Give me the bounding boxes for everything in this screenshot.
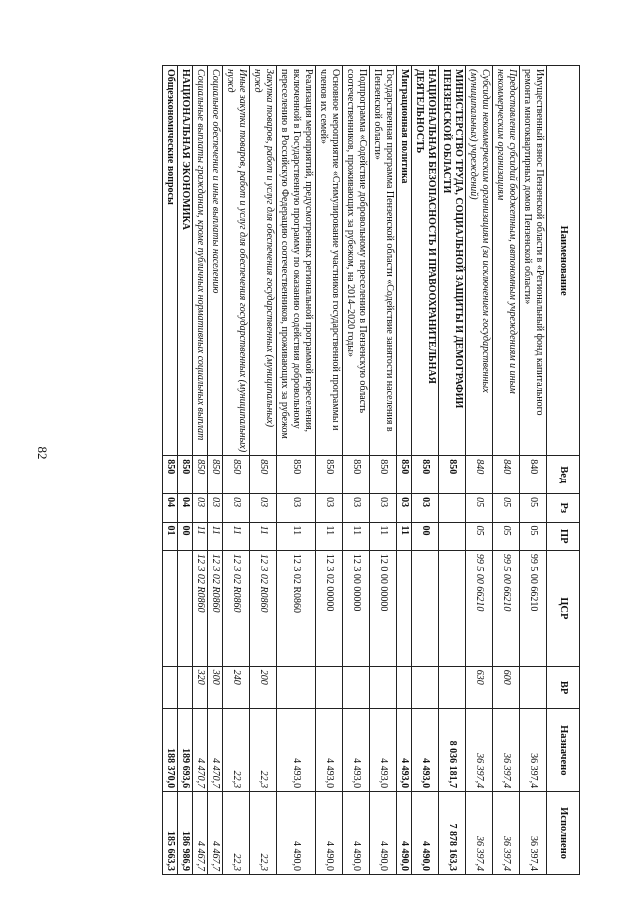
table-row — [163, 66, 178, 875]
csr-cell: 99 5 00 66210 — [520, 550, 547, 666]
table-row — [439, 66, 466, 875]
executed-cell: 186 986,9 — [178, 792, 193, 875]
executed-cell: 36 397,4 — [466, 792, 493, 875]
name-cell: Государственная программа Пензенской области «Содействие занятости населения в Пензенской области» — [370, 66, 397, 456]
ved-cell: 850 — [178, 456, 193, 494]
pr-cell: 11 — [343, 522, 370, 550]
vr-cell — [439, 666, 466, 709]
csr-cell: 12 3 02 R0860 — [277, 550, 316, 666]
csr-cell — [178, 550, 193, 666]
csr-cell — [163, 550, 178, 666]
csr-cell: 12 3 02 R0860 — [223, 550, 250, 666]
name-cell: Реализация мероприятий, предусмотренных региональной программой переселения, включенной в Государственную программу по оказанию содействия добровольному переселению в Российскую Федерацию соотечественников, проживающих за рубежом — [277, 66, 316, 456]
executed-cell: 4 490,0 — [316, 792, 343, 875]
pr-cell: 11 — [316, 522, 343, 550]
assigned-cell: 36 397,4 — [493, 709, 520, 792]
header-pr: ПР — [547, 522, 580, 550]
name-cell: МИНИСТЕРСТВО ТРУДА, СОЦИАЛЬНОЙ ЗАЩИТЫ И ДЕМОГРАФИИ ПЕНЗЕНСКОЙ ОБЛАСТИ — [439, 66, 466, 456]
csr-cell: 12 3 00 00000 — [343, 550, 370, 666]
name-cell: Социальное обеспечение и иные выплаты населению — [208, 66, 223, 456]
ved-cell: 850 — [208, 456, 223, 494]
vr-cell: 630 — [466, 666, 493, 709]
ved-cell: 850 — [277, 456, 316, 494]
ved-cell: 850 — [439, 456, 466, 494]
executed-cell: 185 663,3 — [163, 792, 178, 875]
ved-cell: 840 — [466, 456, 493, 494]
ved-cell: 850 — [223, 456, 250, 494]
pr-cell: 05 — [466, 522, 493, 550]
vr-cell: 240 — [223, 666, 250, 709]
ved-cell: 850 — [343, 456, 370, 494]
csr-cell: 12 0 00 00000 — [370, 550, 397, 666]
assigned-cell: 8 036 181,7 — [439, 709, 466, 792]
ved-cell: 850 — [397, 456, 412, 494]
name-cell: Общеэкономические вопросы — [163, 66, 178, 456]
header-rz: Рз — [547, 494, 580, 522]
name-cell: Закупка товаров, работ и услуг для обеспечения государственных (муниципальных) нужд — [250, 66, 277, 456]
table-row — [493, 66, 520, 875]
csr-cell: 99 5 00 66210 — [466, 550, 493, 666]
pr-cell: 11 — [250, 522, 277, 550]
executed-cell: 4 490,0 — [277, 792, 316, 875]
vr-cell: 320 — [193, 666, 208, 709]
header-name: Наименование — [547, 66, 580, 456]
assigned-cell: 4 493,0 — [316, 709, 343, 792]
rz-cell: 03 — [343, 494, 370, 522]
csr-cell: 12 3 02 00000 — [316, 550, 343, 666]
table-row — [277, 66, 316, 875]
ved-cell: 840 — [493, 456, 520, 494]
vr-cell — [397, 666, 412, 709]
assigned-cell: 4 493,0 — [397, 709, 412, 792]
assigned-cell: 22,3 — [250, 709, 277, 792]
ved-cell: 850 — [193, 456, 208, 494]
csr-cell: 99 5 00 66210 — [493, 550, 520, 666]
table-row — [208, 66, 223, 875]
vr-cell — [520, 666, 547, 709]
vr-cell — [277, 666, 316, 709]
executed-cell: 4 490,0 — [343, 792, 370, 875]
vr-cell — [316, 666, 343, 709]
rz-cell: 03 — [223, 494, 250, 522]
assigned-cell: 4 470,7 — [208, 709, 223, 792]
rz-cell: 03 — [208, 494, 223, 522]
budget-table — [162, 65, 580, 875]
csr-cell: 12 3 02 R0860 — [250, 550, 277, 666]
header-assigned: Назначено — [547, 709, 580, 792]
vr-cell: 200 — [250, 666, 277, 709]
table-row — [193, 66, 208, 875]
table-row — [223, 66, 250, 875]
vr-cell: 300 — [208, 666, 223, 709]
vr-cell — [163, 666, 178, 709]
page-number: 82 — [35, 446, 50, 460]
table-row — [343, 66, 370, 875]
assigned-cell: 4 493,0 — [343, 709, 370, 792]
header-ved: Вед — [547, 456, 580, 494]
rz-cell: 04 — [178, 494, 193, 522]
header-vr: ВР — [547, 666, 580, 709]
vr-cell: 600 — [493, 666, 520, 709]
csr-cell — [412, 550, 439, 666]
header-csr: ЦСР — [547, 550, 580, 666]
table-row — [520, 66, 547, 875]
executed-cell: 4 467,7 — [208, 792, 223, 875]
name-cell: Предоставление субсидий бюджетным, автономным учреждениям и иным некоммерческим организациям — [493, 66, 520, 456]
name-cell: Иные закупки товаров, работ и услуг для обеспечения государственных (муниципальных) нужд — [223, 66, 250, 456]
assigned-cell: 36 397,4 — [520, 709, 547, 792]
executed-cell: 7 878 163,3 — [439, 792, 466, 875]
rz-cell: 05 — [466, 494, 493, 522]
assigned-cell: 4 493,0 — [277, 709, 316, 792]
name-cell: Имущественный взнос Пензенской области в «Региональный фонд капитального ремонта многоквартирных домов Пензенской области» — [520, 66, 547, 456]
table-body — [163, 66, 547, 875]
pr-cell: 05 — [493, 522, 520, 550]
table-header-row — [547, 66, 580, 875]
csr-cell — [397, 550, 412, 666]
table-row — [466, 66, 493, 875]
table-row — [412, 66, 439, 875]
assigned-cell: 189 693,6 — [178, 709, 193, 792]
table-row — [250, 66, 277, 875]
executed-cell: 22,3 — [223, 792, 250, 875]
pr-cell: 11 — [370, 522, 397, 550]
executed-cell: 4 490,0 — [412, 792, 439, 875]
pr-cell: 05 — [520, 522, 547, 550]
assigned-cell: 22,3 — [223, 709, 250, 792]
csr-cell: 12 3 02 R0860 — [193, 550, 208, 666]
csr-cell: 12 3 02 R0860 — [208, 550, 223, 666]
rz-cell: 05 — [493, 494, 520, 522]
ved-cell: 850 — [316, 456, 343, 494]
rz-cell: 03 — [250, 494, 277, 522]
vr-cell — [178, 666, 193, 709]
ved-cell: 850 — [250, 456, 277, 494]
pr-cell: 11 — [223, 522, 250, 550]
csr-cell — [439, 550, 466, 666]
name-cell: Социальные выплаты гражданам, кроме публичных нормативных социальных выплат — [193, 66, 208, 456]
name-cell: Субсидии некоммерческим организациям (за исключением государственных (муниципальных) учреждений) — [466, 66, 493, 456]
executed-cell: 22,3 — [250, 792, 277, 875]
rz-cell: 03 — [277, 494, 316, 522]
executed-cell: 36 397,4 — [493, 792, 520, 875]
pr-cell: 11 — [208, 522, 223, 550]
rz-cell: 03 — [370, 494, 397, 522]
rotated-table-container — [60, 65, 580, 875]
pr-cell — [439, 522, 466, 550]
assigned-cell: 36 397,4 — [466, 709, 493, 792]
pr-cell: 11 — [397, 522, 412, 550]
table-row — [316, 66, 343, 875]
ved-cell: 850 — [163, 456, 178, 494]
assigned-cell: 4 493,0 — [370, 709, 397, 792]
executed-cell: 36 397,4 — [520, 792, 547, 875]
rz-cell: 04 — [163, 494, 178, 522]
name-cell: НАЦИОНАЛЬНАЯ ЭКОНОМИКА — [178, 66, 193, 456]
executed-cell: 4 490,0 — [370, 792, 397, 875]
name-cell: НАЦИОНАЛЬНАЯ БЕЗОПАСНОСТЬ И ПРАВООХРАНИТЕЛЬНАЯ ДЕЯТЕЛЬНОСТЬ — [412, 66, 439, 456]
table-row — [178, 66, 193, 875]
vr-cell — [343, 666, 370, 709]
rz-cell — [439, 494, 466, 522]
vr-cell — [412, 666, 439, 709]
rz-cell: 03 — [412, 494, 439, 522]
assigned-cell: 4 470,7 — [193, 709, 208, 792]
table-row — [370, 66, 397, 875]
rz-cell: 03 — [316, 494, 343, 522]
header-executed: Исполнено — [547, 792, 580, 875]
name-cell: Миграционная политика — [397, 66, 412, 456]
executed-cell: 4 467,7 — [193, 792, 208, 875]
pr-cell: 01 — [163, 522, 178, 550]
assigned-cell: 188 370,0 — [163, 709, 178, 792]
rz-cell: 05 — [520, 494, 547, 522]
executed-cell: 4 490,0 — [397, 792, 412, 875]
pr-cell: 11 — [193, 522, 208, 550]
rz-cell: 03 — [397, 494, 412, 522]
pr-cell: 11 — [277, 522, 316, 550]
ved-cell: 850 — [412, 456, 439, 494]
name-cell: Основное мероприятие «Стимулирование участников государственной программы и членов их семей» — [316, 66, 343, 456]
pr-cell: 00 — [178, 522, 193, 550]
assigned-cell: 4 493,0 — [412, 709, 439, 792]
table-row — [397, 66, 412, 875]
pr-cell: 00 — [412, 522, 439, 550]
rz-cell: 03 — [193, 494, 208, 522]
ved-cell: 840 — [520, 456, 547, 494]
vr-cell — [370, 666, 397, 709]
name-cell: Подпрограмма «Содействие добровольному переселению в Пензенскую область соотечественников, проживающих за рубежом, на 2014–2020 годы» — [343, 66, 370, 456]
ved-cell: 850 — [370, 456, 397, 494]
